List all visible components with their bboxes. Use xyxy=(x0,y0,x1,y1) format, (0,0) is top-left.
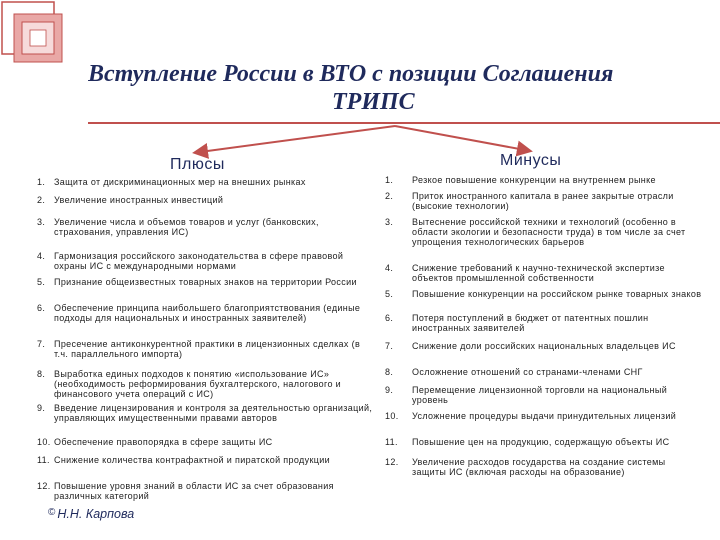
cons-item-number: 5. xyxy=(385,289,394,299)
cons-item-text: Снижение доли российских национальных владельцев ИС xyxy=(412,341,676,351)
title-line-2: ТРИПС xyxy=(332,89,415,115)
pros-item-number: 4. xyxy=(37,251,46,261)
cons-item-text: Приток иностранного капитала в ранее закрытые отрасли (высокие технологии) xyxy=(412,191,674,211)
cons-heading: Минусы xyxy=(500,152,562,169)
cons-item-number: 11. xyxy=(385,437,398,447)
pros-item-number: 7. xyxy=(37,339,46,349)
cons-item-text: Снижение требований к научно-технической экспертизе объектов промышленной собственности xyxy=(412,263,665,283)
pros-heading: Плюсы xyxy=(170,156,225,173)
pros-item-number: 11. xyxy=(37,455,50,465)
cons-item-number: 6. xyxy=(385,313,394,323)
cons-item-number: 12. xyxy=(385,457,399,467)
pros-item-text: Повышение уровня знаний в области ИС за счет образования различных категорий xyxy=(54,481,334,501)
cons-item-number: 7. xyxy=(385,341,394,351)
cons-item-text: Повышение цен на продукцию, содержащую объекты ИС xyxy=(412,437,670,447)
copyright-symbol: © xyxy=(48,507,56,518)
cons-item-number: 8. xyxy=(385,367,394,377)
pros-item-number: 9. xyxy=(37,403,46,413)
pros-item-number: 8. xyxy=(37,369,46,379)
pros-item-number: 2. xyxy=(37,195,46,205)
pros-item-number: 6. xyxy=(37,303,46,313)
cons-item-number: 9. xyxy=(385,385,394,395)
pros-item-text: Гармонизация российского законодательства в сфере правовой охраны ИС с международными нормами xyxy=(54,251,344,271)
pros-item-number: 5. xyxy=(37,277,46,287)
cons-item-text: Осложнение отношений со странами-членами СНГ xyxy=(412,367,643,377)
pros-item-text: Увеличение числа и объемов товаров и услуг (банковских, страхования, управления ИС) xyxy=(54,217,319,237)
pros-item-number: 10. xyxy=(37,437,51,447)
cons-item-text: Резкое повышение конкуренции на внутреннем рынке xyxy=(412,175,656,185)
cons-item-text: Потеря поступлений в бюджет от патентных пошлин иностранных заявителей xyxy=(412,313,649,333)
slide-title xyxy=(88,60,720,116)
pros-item-number: 12. xyxy=(37,481,51,491)
pros-item-text: Обеспечение принципа наибольшего благоприятствования (единые подходы для национальных и иностранных заявителей) xyxy=(54,303,361,323)
author-credit xyxy=(48,507,134,521)
cons-item-text: Перемещение лицензионной торговли на национальный уровень xyxy=(412,385,668,405)
cons-item-number: 10. xyxy=(385,411,399,421)
cons-item-text: Повышение конкуренции на российском рынке товарных знаков xyxy=(412,289,702,299)
pros-item-text: Пресечение антиконкурентной практики в лицензионных сделках (в т.ч. параллельного импорта) xyxy=(54,339,361,359)
pros-item-text: Снижение количества контрафактной и пиратской продукции xyxy=(54,455,331,465)
title-line-1: Вступление России в ВТО с позиции Соглашения xyxy=(88,61,614,87)
cons-item-number: 1. xyxy=(385,175,394,185)
author-name: Н.Н. Карпова xyxy=(57,507,135,521)
pros-item-text: Введение лицензирования и контроля за деятельностью организаций, управляющих имущественными правами авторов xyxy=(54,403,373,423)
decorative-squares xyxy=(0,0,80,80)
pros-item-text: Увеличение иностранных инвестиций xyxy=(54,195,224,205)
cons-item-number: 4. xyxy=(385,263,394,273)
cons-item-text: Вытеснение российской техники и технологий (особенно в области экологии и безопасности труда) в том числе за счет упрощения технологических барьеров xyxy=(412,217,686,247)
pros-item-number: 3. xyxy=(37,217,46,227)
cons-item-number: 2. xyxy=(385,191,394,201)
pros-item-text: Обеспечение правопорядка в сфере защиты ИС xyxy=(54,437,273,447)
cons-item-text: Усложнение процедуры выдачи принудительных лицензий xyxy=(412,411,677,421)
cons-item-text: Увеличение расходов государства на создание системы защиты ИС (включая расходы на образование) xyxy=(412,457,666,477)
pros-item-text: Выработка единых подходов к понятию «использование ИС» (необходимость реформирования бухгалтерского, налогового и финансового учета операций с ИС) xyxy=(54,369,342,399)
cons-item-number: 3. xyxy=(385,217,394,227)
pros-item-text: Признание общеизвестных товарных знаков на территории России xyxy=(54,277,357,287)
pros-item-text: Защита от дискриминационных мер на внешних рынках xyxy=(54,177,306,187)
pros-item-number: 1. xyxy=(37,177,46,187)
branch-arrows xyxy=(0,124,720,160)
